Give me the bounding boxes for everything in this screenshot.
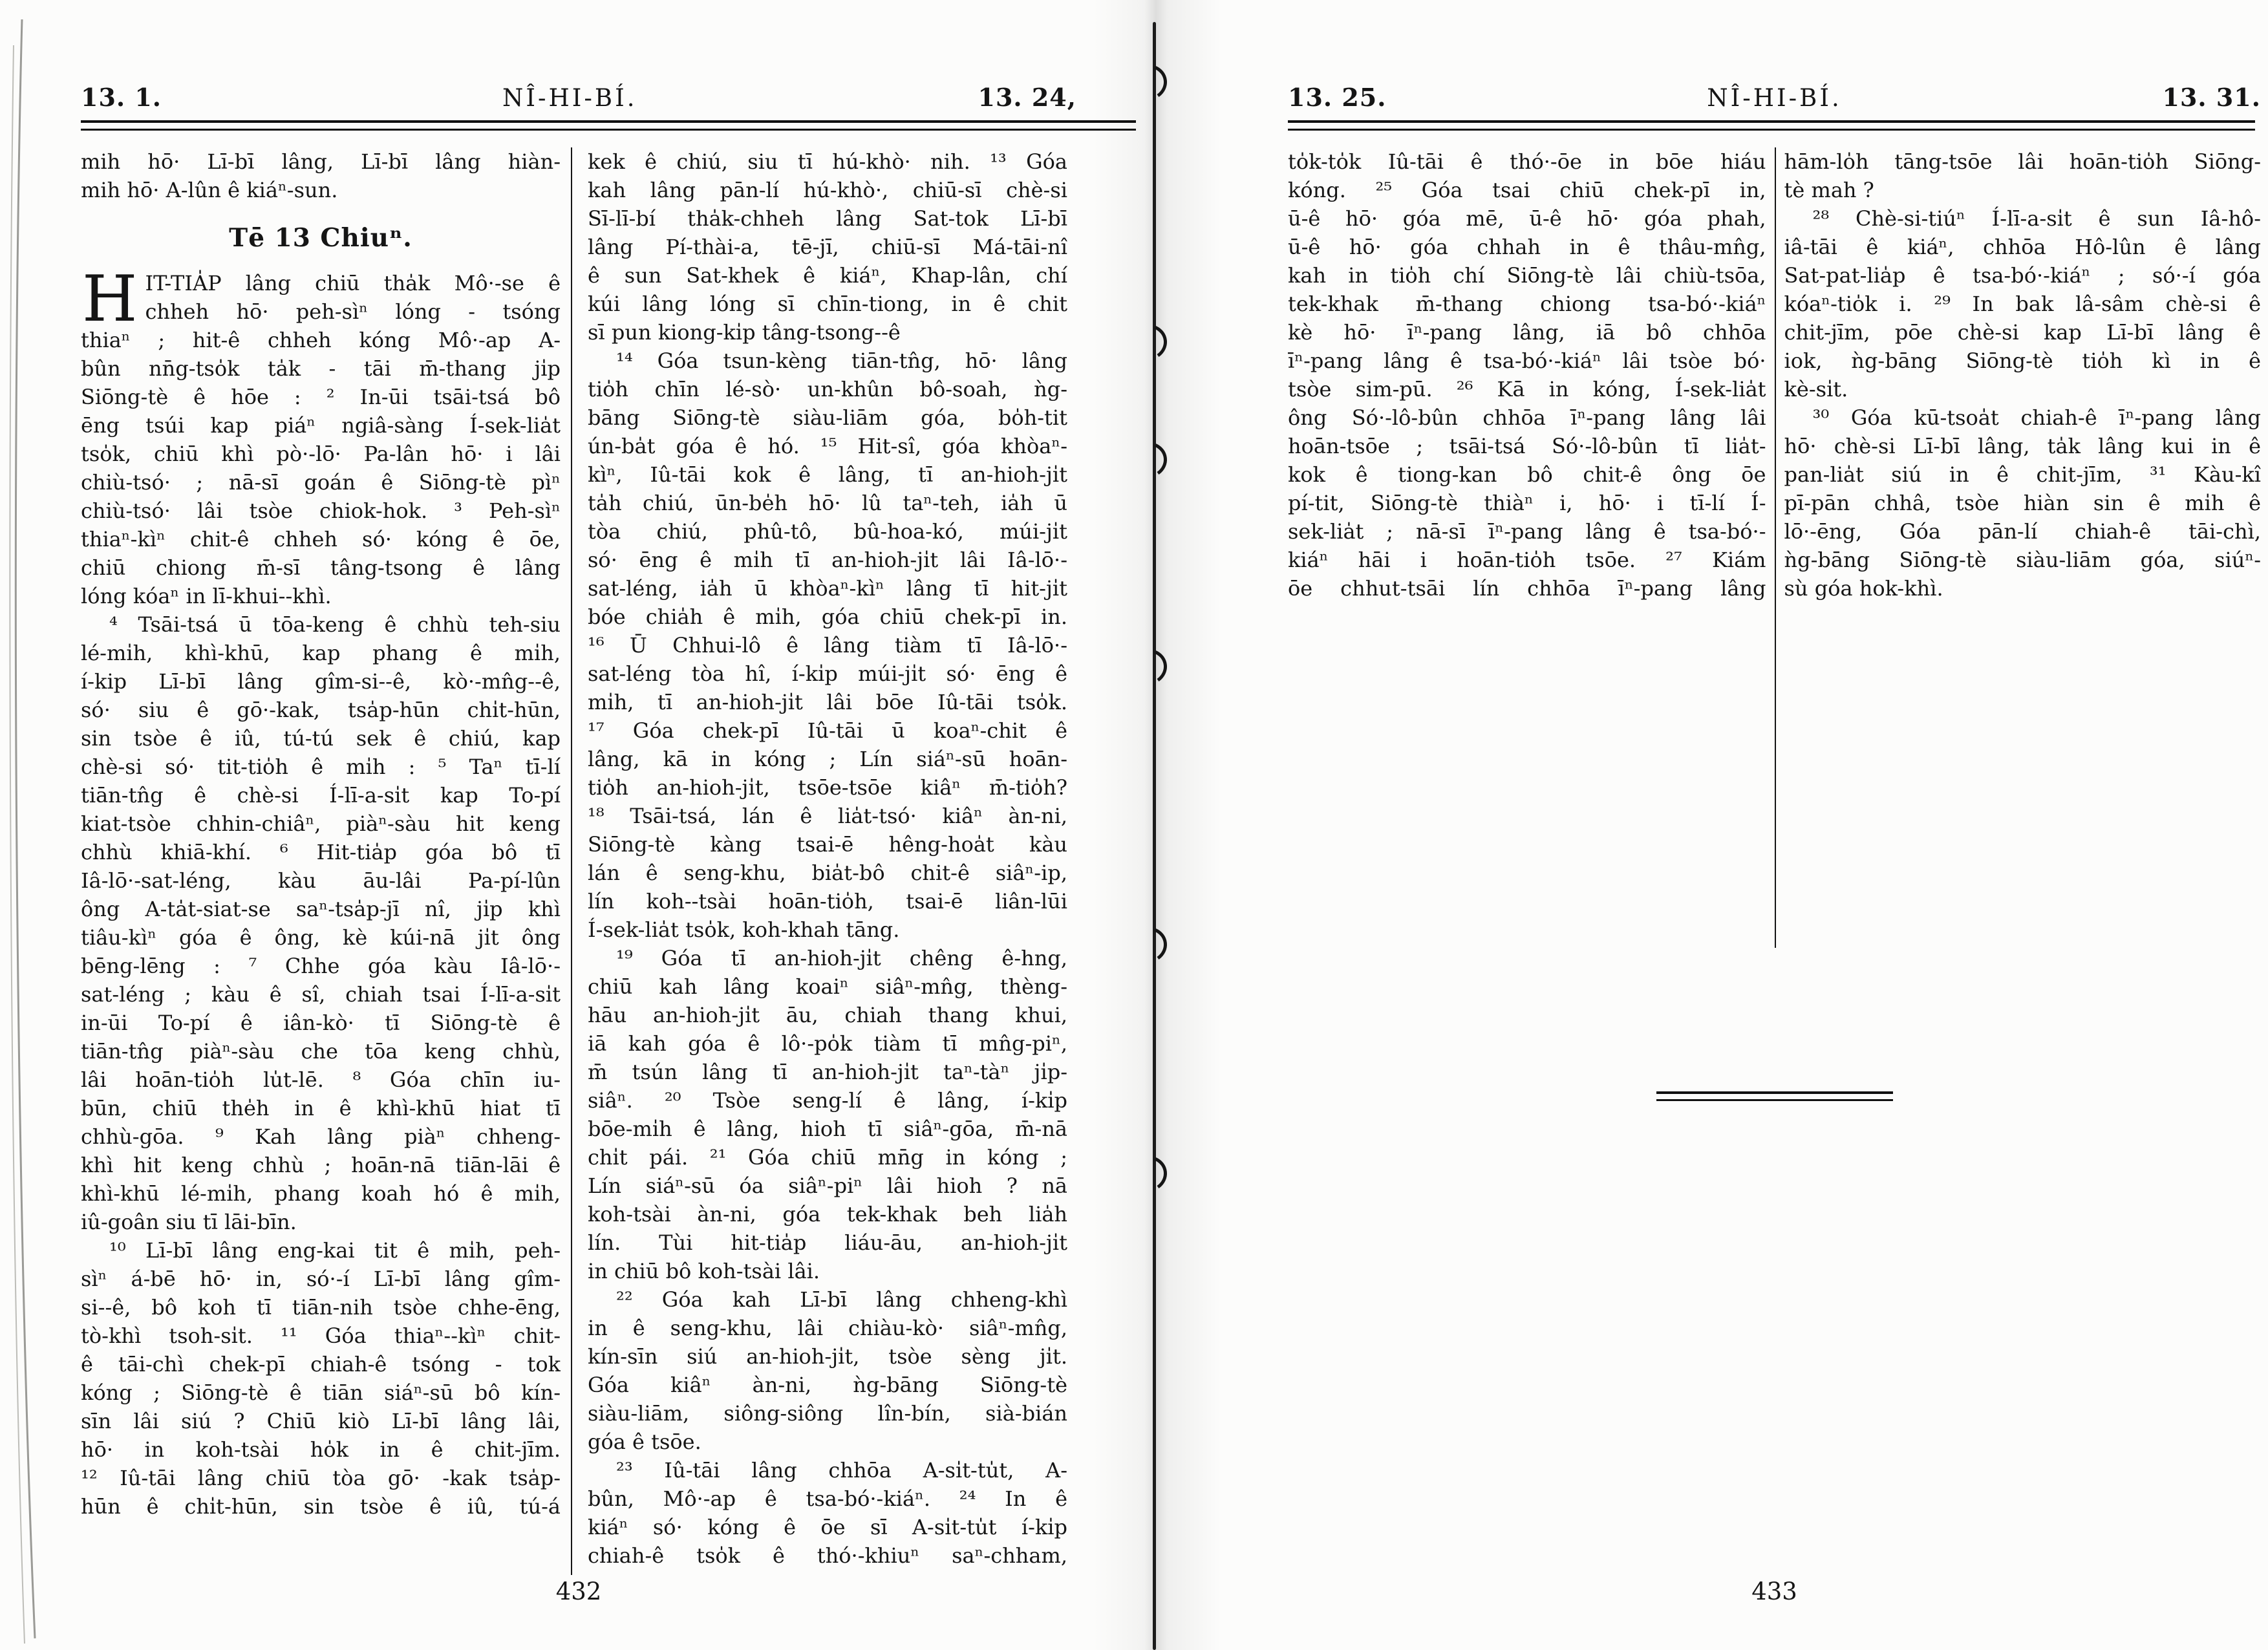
text-line: Siōng-tè kàng tsai-ē hêng-hoa̍t kàu [588, 832, 1067, 857]
text-line: mih hō· Lī-bī lâng, Lī-bī lâng hiàn- [81, 149, 561, 174]
text-line: sī pun kiong-ki̍p tâng-tsong--ê [588, 320, 901, 345]
text-line: Sī-lī-bí tha̍k-chheh lâng Sat-tok Lī-bī [588, 206, 1067, 231]
page-edge-curves [0, 0, 84, 1650]
text-line: lán ê seng-khu, bia̍t-bô chit-ê siâⁿ-ip, [588, 861, 1067, 885]
text-line: kóaⁿ-tio̍k i. ²⁹ In bak lâ-sâm chè-si ê [1784, 292, 2261, 316]
text-line: ²⁸ Chè-si-tiúⁿ Í-lī-a-si̍t ê sun Iâ-hô- [1812, 206, 2261, 231]
text-line: hāu an-hioh-ji̍t āu, chiah thang khui, [588, 1003, 1067, 1027]
text-line: ông A-ta̍t-siat-se saⁿ-tsa̍p-jī nî, ji̍p khì [81, 897, 561, 921]
text-line: Siōng-tè ê hōe : ² In-ūi tsāi-tsá bô [81, 385, 561, 409]
text-line: í-kip Lī-bī lâng gîm-si--ê, kò·-mn̂g--ê, [81, 669, 561, 694]
chapter-heading: Tē 13 Chiuⁿ. [229, 223, 412, 253]
text-line: ông Só·-lô-bûn chhōa īⁿ-pang lâng lâi [1288, 405, 1766, 430]
text-line: lō·-ēng, Góa pān-lí chiah-ê tāi-chì, [1784, 519, 2261, 544]
text-line: ū-ê hō· góa mē, ū-ê hō· góa phah, [1288, 206, 1766, 231]
text-line: ū-ê hō· góa chhah in ê thâu-mn̂g, [1288, 235, 1766, 259]
text-line: chit-jīm, pōe chè-si kap Lī-bī lâng ê [1784, 320, 2261, 345]
text-line: chiù-tsó· ; nā-sī goán ê Siōng-tè pìⁿ [81, 470, 561, 495]
left-page-column-2 [572, 147, 1067, 1575]
text-line: sat-léng ; kàu ê sî, chiah tsai Í-lī-a-si̍t [81, 982, 561, 1007]
text-line: lâng, kā in kóng ; Lín siáⁿ-sū hoān- [588, 747, 1067, 771]
text-line: Lín siáⁿ-sū óa siâⁿ-piⁿ lâi hioh ? nā [588, 1173, 1067, 1198]
text-line: kè-si̍t. [1784, 377, 1848, 402]
text-line: mih hō· A-lûn ê kiáⁿ-sun. [81, 178, 338, 202]
text-line: ²³ Iû-tāi lâng chhōa A-si̍t-tu̍t, A- [616, 1458, 1067, 1483]
text-line: tè mah ? [1784, 178, 1874, 202]
text-line: tò-khì tsoh-si̍t. ¹¹ Góa thiaⁿ--kìⁿ chit- [81, 1323, 561, 1348]
text-line: ê sun Sat-khek ê kiáⁿ, Khap-lân, chí [588, 263, 1067, 288]
text-line: pī-pān chhâ, tsòe hiàn sin ê mi̍h ê [1784, 491, 2261, 515]
text-line: hām-lo̍h tāng-tsōe lâi hoān-tio̍h Siōng- [1784, 149, 2261, 174]
text-line: tòa chiú, phû-tô, bû-hoa-kó, múi-ji̍t [588, 519, 1067, 544]
text-line: kóng ; Siōng-tè ê tiān siáⁿ-sū bô kín- [81, 1380, 561, 1405]
text-line: in-ūi To-pí ê iân-kò· tī Siōng-tè ê [81, 1011, 561, 1035]
text-line: ¹⁷ Góa chek-pī Iû-tāi ū koaⁿ-chit ê [588, 718, 1067, 743]
text-line: só· siu ê gō·-kak, tsa̍p-hūn chi̍t-hūn, [81, 698, 561, 722]
text-line: koh-tsài àn-ni, góa tek-khak beh lia̍h [588, 1202, 1067, 1227]
text-line: in chiū bô koh-tsài lâi. [588, 1259, 820, 1283]
text-line: bóe chia̍h ê mi̍h, góa chiū chek-pī in. [588, 605, 1067, 629]
left-page-column-1 [81, 147, 572, 1575]
text-line: khì hit keng chhù ; hoān-nā tiān-lāi ê [81, 1153, 561, 1177]
text-line: chiū kah lâng koaiⁿ siâⁿ-mn̂g, thèng- [588, 974, 1067, 999]
text-line: kè hō· īⁿ-pang lâng, iā bô chhōa [1288, 320, 1766, 345]
text-line: tio̍h an-hioh-ji̍t, tsōe-tsōe kiâⁿ m̄-tio̍h? [588, 775, 1067, 800]
text-line: sù góa hok-khì. [1784, 576, 1943, 601]
text-line: siâⁿ. ²⁰ Tsòe seng-lí ê lâng, í-ki̍p [588, 1088, 1067, 1113]
text-line: ê tāi-chì chek-pī chiah-ê tsóng - tok [81, 1352, 561, 1377]
drop-cap: H [82, 262, 138, 336]
text-line: pí-tit, Siōng-tè thiàⁿ i, hō· i tī-lí Í- [1288, 491, 1766, 515]
text-line: kìⁿ, Iû-tāi kok ê lâng, tī an-hioh-ji̍t [588, 462, 1067, 487]
text-line: tiâu-kìⁿ góa ê ông, kè kúi-nā ji̍t ông [81, 925, 561, 950]
text-line: lâi hoān-tio̍h lu̍t-lē. ⁸ Góa chīn iu- [81, 1067, 561, 1092]
text-line: sat-léng tòa hî, í-ki̍p múi-ji̍t só· ēng ê [588, 661, 1067, 686]
text-line: bēng-lēng : ⁷ Chhe góa kàu Iâ-lō·- [81, 954, 561, 978]
text-line: kóng. ²⁵ Góa tsai chiū chek-pī in, [1288, 178, 1766, 202]
text-line: to̍k-to̍k Iû-tāi ê thó·-ōe in bōe hiáu [1288, 149, 1766, 174]
text-line: kiáⁿ só· kóng ê ōe sī A-si̍t-tu̍t í-ki̍p [588, 1515, 1067, 1539]
text-line: chhù khiā-khí. ⁶ Hit-tia̍p góa bô tī [81, 840, 561, 864]
text-line: chiah-ê tso̍k ê thó·-khiuⁿ saⁿ-chham, [588, 1543, 1067, 1568]
text-line: ¹⁶ Ū Chhui-lô ê lâng tiàm tī Iâ-lō·- [588, 633, 1067, 658]
running-head-verse-right: 13. 31. [2162, 83, 2261, 112]
text-line: iâ-tāi ê kiáⁿ, chhōa Hô-lûn ê lâng [1784, 235, 2261, 259]
header-double-rule [81, 120, 1136, 131]
text-line: Í-sek-lia̍t tso̍k, koh-khah tāng. [588, 917, 900, 942]
text-line: hoān-tsōe ; tsāi-tsá Só·-lô-bûn tī lia̍t- [1288, 434, 1766, 458]
text-line: tiān-tn̂g ê chè-si Í-lī-a-si̍t kap To-pí [81, 783, 561, 808]
text-line: būn, chiū the̍h in ê khì-khū hiat tī [81, 1096, 561, 1120]
running-head-verse-left: 13. 1. [81, 83, 162, 112]
text-line: lé-mi̍h, khì-khū, kap phang ê mi̍h, [81, 641, 561, 665]
text-line: kúi lâng lóng sī chīn-tiong, in ê chit [588, 292, 1067, 316]
text-line: bōe-mi̍h ê lâng, hioh tī siâⁿ-gōa, m̄-nā [588, 1117, 1067, 1141]
text-line: tsòe sim-pū. ²⁶ Kā in kóng, Í-sek-lia̍t [1288, 377, 1766, 402]
text-line: Sat-pat-lia̍p ê tsa-bó·-kiáⁿ ; só·-í góa [1784, 263, 2261, 288]
text-line: ³⁰ Góa kū-tsoa̍t chiah-ê īⁿ-pang lâng [1812, 405, 2261, 430]
right-page-column-1 [1288, 147, 1776, 948]
text-line: in ê seng-khu, lâi chiàu-kò· siâⁿ-mn̂g, [588, 1316, 1067, 1340]
text-line: ²² Góa kah Lī-bī lâng chheng-khì [616, 1287, 1067, 1312]
text-line: siàu-liām, siông-siông lîn-bín, sià-bián [588, 1401, 1067, 1426]
text-line: bāng Siōng-tè siàu-liām góa, bo̍h-tit [588, 405, 1067, 430]
text-line: lín. Tùi hit-tia̍p liáu-āu, an-hioh-ji̍t [588, 1230, 1067, 1255]
text-line: chiū chiong m̄-sī tâng-tsong ê lâng [81, 555, 561, 580]
text-line: chheh hō· peh-sìⁿ lóng - tsóng [145, 299, 561, 324]
text-line: só· ēng ê mi̍h tī an-hioh-ji̍t lâi Iâ-lō·- [588, 548, 1067, 572]
text-line: kah lâng pān-lí hú-khò·, chiū-sī chè-si [588, 178, 1067, 202]
header-double-rule [1288, 120, 2255, 131]
text-line: lóng kóaⁿ in lī-khui--khì. [81, 584, 332, 608]
text-line: sin tsòe ê iû, tú-tú sek ê chiú, kap [81, 726, 561, 751]
text-line: ta̍h chiú, ūn-be̍h hō· lû taⁿ-teh, ia̍h ū [588, 491, 1067, 515]
text-line: bûn, Mô·-ap ê tsa-bó·-kiáⁿ. ²⁴ In ê [588, 1486, 1067, 1511]
text-line: ¹⁹ Góa tī an-hioh-ji̍t chêng ê-hng, [616, 946, 1067, 970]
text-line: kek ê chiú, siu tī hú-khò· nih. ¹³ Góa [588, 149, 1067, 174]
text-columns [1288, 147, 2261, 948]
text-line: khì-khū lé-mi̍h, phang koah hó ê mi̍h, [81, 1181, 561, 1206]
text-line: pan-lia̍t siú in ê chit-jīm, ³¹ Kàu-kî [1784, 462, 2261, 487]
text-line: iā kah góa ê lô·-po̍k tiàm tī mn̂g-piⁿ, [588, 1031, 1067, 1056]
text-line: iû-goân siu tī lāi-bīn. [81, 1210, 297, 1234]
running-head-verse-left: 13. 25. [1288, 83, 1387, 112]
text-line: chi̍t pái. ²¹ Góa chiū mn̄g in kóng ; [588, 1145, 1067, 1170]
text-line: hō· chè-si Lī-bī lâng, ta̍k lâng kui in ê [1784, 434, 2261, 458]
text-line: thiaⁿ-kìⁿ chit-ê chheh só· kóng ê ōe, [81, 527, 561, 552]
text-line: IT-TIA̍P lâng chiū tha̍k Mô·-se ê [145, 271, 561, 295]
text-line: sat-léng, ia̍h ū khòaⁿ-kìⁿ lâng tī hit-ji̍t [588, 576, 1067, 601]
text-line: hūn ê chi̍t-hūn, sin tsòe ê iû, tú-á [81, 1494, 561, 1519]
text-line: m̄ tsún lâng tī an-hioh-ji̍t taⁿ-tàⁿ ji̍p- [588, 1060, 1067, 1084]
text-line: īⁿ-pang lâng ê tsa-bó·-kiáⁿ lâi tsòe bó· [1288, 348, 1766, 373]
text-line: lín koh--tsài hoān-tio̍h, tsai-ē liân-lūi [588, 889, 1067, 914]
right-page [1288, 83, 2261, 1650]
text-line: mi̍h, tī an-hioh-ji̍t lâi bōe Iû-tāi tso̍k. [588, 690, 1067, 714]
text-line: Iâ-lō·-sat-léng, kàu āu-lâi Pa-pí-lûn [81, 868, 561, 893]
text-line: ¹⁴ Góa tsun-kèng tiān-tn̂g, hō· lâng [616, 348, 1067, 373]
text-line: sīn lâi siú ? Chiū kiò Lī-bī lâng lâi, [81, 1409, 561, 1433]
text-line: hō· in koh-tsài ho̍k in ê chit-jīm. [81, 1437, 561, 1462]
text-line: ún-ba̍t góa ê hó. ¹⁵ Hit-sî, góa khòaⁿ- [588, 434, 1067, 458]
text-line: ēng tsúi kap piáⁿ ngiâ-sàng Í-sek-lia̍t [81, 413, 561, 438]
text-line: Góa kiâⁿ àn-ni, ǹg-bāng Siōng-tè [588, 1373, 1067, 1397]
running-head-left-page [81, 83, 1076, 118]
running-head-book-title: NÎ-HI-BÍ. [502, 84, 637, 112]
text-line: ¹⁰ Lī-bī lâng eng-kai tit ê mi̍h, peh- [109, 1238, 561, 1263]
text-line: chhù-gōa. ⁹ Kah lâng piàⁿ chheng- [81, 1124, 561, 1149]
text-line: ōe chhut-tsāi lín chhōa īⁿ-pang lâng [1288, 576, 1766, 601]
text-line: kiat-tsòe chhin-chiâⁿ, piàⁿ-sàu hit keng [81, 811, 561, 836]
text-line: si--ê, bô koh tī tiān-nih tsòe chhe-ēng, [81, 1295, 561, 1320]
end-of-book-double-rule [1656, 1091, 1893, 1101]
text-line: iok, ǹg-bāng Siōng-tè tio̍h kì in ê [1784, 348, 2261, 373]
text-line: sek-lia̍t ; nā-sī īⁿ-pang lâng ê tsa-bó·- [1288, 519, 1766, 544]
text-line: kiáⁿ hāi i hoān-tio̍h tsōe. ²⁷ Kiám [1288, 548, 1766, 572]
text-line: ¹² Iû-tāi lâng chiū tòa gō· -kak tsa̍p- [81, 1466, 561, 1490]
text-line: tek-khak m̄-thang chiong tsa-bó·-kiáⁿ [1288, 292, 1766, 316]
page-number: 432 [555, 1578, 602, 1605]
verse-intro-lines [81, 147, 561, 204]
right-page-column-2 [1776, 147, 2262, 948]
text-line: tio̍h chīn lé-sò· un-khûn bô-soah, ǹg- [588, 377, 1067, 402]
left-page [81, 83, 1076, 1650]
text-line: lâng Pí-thài-a, tē-jī, chiū-sī Má-tāi-nî [588, 235, 1067, 259]
text-line: ǹg-bāng Siōng-tè siàu-liām góa, siúⁿ- [1784, 548, 2261, 572]
chapter-body [81, 262, 561, 1521]
binding-line [1153, 22, 1156, 1650]
text-line: ¹⁸ Tsāi-tsá, lán ê lia̍t-tsó· kiâⁿ àn-ni, [588, 804, 1067, 828]
text-line: kín-sīn siú an-hioh-ji̍t, tsòe sèng ji̍t. [588, 1344, 1067, 1369]
text-line: góa ê tsōe. [588, 1430, 701, 1454]
gutter-shadow [1093, 0, 1222, 1650]
text-line: kok ê tiong-kan bô chit-ê ông ōe [1288, 462, 1766, 487]
binding-stitch-marks [1143, 0, 1195, 1650]
page-number: 433 [1751, 1578, 1797, 1605]
running-head-right-page [1288, 83, 2261, 118]
text-line: bûn nn̄g-tso̍k ta̍k - tāi m̄-thang ji̍p [81, 356, 561, 381]
text-line: tiān-tn̂g piàⁿ-sàu che tōa keng chhù, [81, 1039, 561, 1064]
text-line: chiù-tsó· lâi tsòe chiok-hok. ³ Peh-sìⁿ [81, 498, 561, 523]
text-line: tso̍k, chiū khì pò·-lō· Pa-lân hō· i lâi [81, 442, 561, 466]
running-head-verse-right: 13. 24, [978, 83, 1076, 112]
text-line: sìⁿ á-bē hō· in, só·-í Lī-bī lâng gîm- [81, 1267, 561, 1291]
text-line: chè-si só· tit-tio̍h ê mi̍h : ⁵ Taⁿ tī-lí [81, 755, 561, 779]
text-columns [81, 147, 1076, 1575]
text-line: kah in tio̍h chí Siōng-tè lâi chiù-tsōa, [1288, 263, 1766, 288]
running-head-book-title: NÎ-HI-BÍ. [1707, 84, 1842, 112]
column-text [81, 262, 561, 1521]
text-line: thiaⁿ ; hit-ê chheh kóng Mô·-ap A- [81, 328, 561, 352]
text-line: ⁴ Tsāi-tsá ū tōa-keng ê chhù teh-siu [109, 612, 561, 637]
